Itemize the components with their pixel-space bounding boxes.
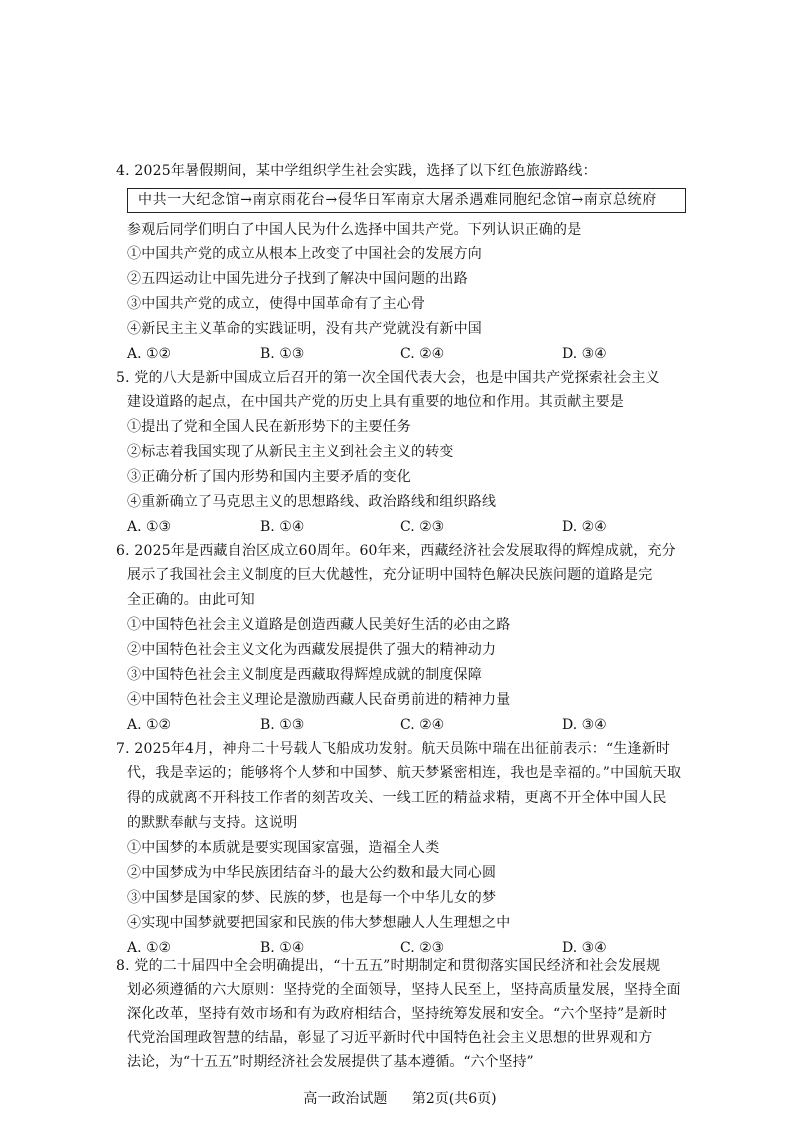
option-a[interactable]: A. ①③ <box>127 519 172 535</box>
option-d[interactable]: D. ③④ <box>562 346 607 362</box>
question-stem-line: 4. 2025年暑假期间，某中学组织学生社会实践，选择了以下红色旅游路线： <box>116 163 597 179</box>
question-stem-line: 6. 2025年是西藏自治区成立60周年。60年来，西藏经济社会发展取得的辉煌成就，充分 <box>116 543 676 559</box>
statement-1: ①中国梦的本质就是要实现国家富强，造福全人类 <box>127 840 440 856</box>
question-stem-line: 7. 2025年4月，神舟二十号载人飞船成功发射。航天员陈中瑞在出征前表示：“生逢新时 <box>116 741 671 757</box>
option-b[interactable]: B. ①④ <box>260 519 305 535</box>
statement-4: ④重新确立了马克思主义的思想路线、政治路线和组织路线 <box>127 494 497 510</box>
question-stem-line: 代党治国理政智慧的结晶，彰显了习近平新时代中国特色社会主义思想的世界观和方 <box>127 1030 653 1046</box>
question-stem-line: 得的成就离不开科技工作者的刻苦攻关、一线工匠的精益求精，更离不开全体中国人民 <box>127 790 667 806</box>
statement-2: ②标志着我国实现了从新民主主义到社会主义的转变 <box>127 444 454 460</box>
statement-4: ④实现中国梦就要把国家和民族的伟大梦想融人人生理想之中 <box>127 915 511 931</box>
question-stem-line: 建设道路的起点，在中国共产党的历史上具有重要的地位和作用。其贡献主要是 <box>127 394 624 410</box>
option-a[interactable]: A. ①② <box>127 346 172 362</box>
statement-4: ④中国特色社会主义理论是激励西藏人民奋勇前进的精神力量 <box>127 692 511 708</box>
question-stem-line: 5. 党的八大是新中国成立后召开的第一次全国代表大会，也是中国共产党探索社会主义 <box>116 370 660 386</box>
question-stem-line: 的默默奉献与支持。这说明 <box>127 815 298 831</box>
option-d[interactable]: D. ③④ <box>562 717 607 733</box>
option-c[interactable]: C. ②③ <box>400 519 445 535</box>
option-a[interactable]: A. ①② <box>127 717 172 733</box>
statement-2: ②中国梦成为中华民族团结奋斗的最大公约数和最大同心圆 <box>127 865 497 881</box>
option-b[interactable]: B. ①④ <box>260 940 305 956</box>
page-footer <box>0 1090 800 1108</box>
answer-options <box>127 345 627 365</box>
question-stem-line: 划必须遵循的六大原则：坚持党的全面领导，坚持人民至上，坚持高质量发展，坚持全面 <box>127 982 681 998</box>
statement-2: ②五四运动让中国先进分子找到了解决中国问题的出路 <box>127 271 468 287</box>
statement-3: ③中国共产党的成立，使得中国革命有了主心骨 <box>127 296 426 312</box>
statement-3: ③中国梦是国家的梦、民族的梦，也是每一个中华儿女的梦 <box>127 890 497 906</box>
statement-4: ④新民主主义革命的实践证明，没有共产党就没有新中国 <box>127 321 482 337</box>
option-d[interactable]: D. ③④ <box>562 940 607 956</box>
statement-2: ②中国特色社会主义文化为西藏发展提供了强大的精神动力 <box>127 642 497 658</box>
question-stem-line: 参观后同学们明白了中国人民为什么选择中国共产党。下列认识正确的是 <box>127 222 582 238</box>
footer-subject: 高一政治试题 <box>303 1091 388 1107</box>
statement-3: ③中国特色社会主义制度是西藏取得辉煌成就的制度保障 <box>127 667 482 683</box>
answer-options <box>127 939 627 959</box>
option-c[interactable]: C. ②④ <box>400 346 445 362</box>
statement-1: ①提出了党和全国人民在新形势下的主要任务 <box>127 419 411 435</box>
option-c[interactable]: C. ②④ <box>400 717 445 733</box>
answer-options <box>127 716 627 736</box>
statement-3: ③正确分析了国内形势和国内主要矛盾的变化 <box>127 469 411 485</box>
option-b[interactable]: B. ①③ <box>260 346 305 362</box>
question-stem-line: 8. 党的二十届四中全会明确提出，“十五五”时期制定和贯彻落实国民经济和社会发展规 <box>116 958 661 974</box>
question-stem-line: 深化改革，坚持有效市场和有为政府相结合，坚持统筹发展和安全。“六个坚持”是新时 <box>127 1006 668 1022</box>
option-c[interactable]: C. ②③ <box>400 940 445 956</box>
footer-page-number: 第2页(共6页) <box>411 1091 497 1107</box>
option-b[interactable]: B. ①③ <box>260 717 305 733</box>
statement-1: ①中国共产党的成立从根本上改变了中国社会的发展方向 <box>127 246 482 262</box>
answer-options <box>127 518 627 538</box>
statement-1: ①中国特色社会主义道路是创造西藏人民美好生活的必由之路 <box>127 617 511 633</box>
question-stem-line: 代，我是幸运的；能够将个人梦和中国梦、航天梦紧密相连，我也是幸福的。”中国航天取 <box>127 765 682 781</box>
option-a[interactable]: A. ①② <box>127 940 172 956</box>
option-d[interactable]: D. ②④ <box>562 519 607 535</box>
question-stem-line: 法论，为“十五五”时期经济社会发展提供了基本遵循。“六个坚持” <box>127 1054 534 1070</box>
question-stem-line: 全正确的。由此可知 <box>127 592 255 608</box>
route-box: 中共一大纪念馆→南京雨花台→侵华日军南京大屠杀遇难同胞纪念馆→南京总统府 <box>127 188 686 213</box>
question-stem-line: 展示了我国社会主义制度的巨大优越性，充分证明中国特色解决民族问题的道路是完 <box>127 567 653 583</box>
